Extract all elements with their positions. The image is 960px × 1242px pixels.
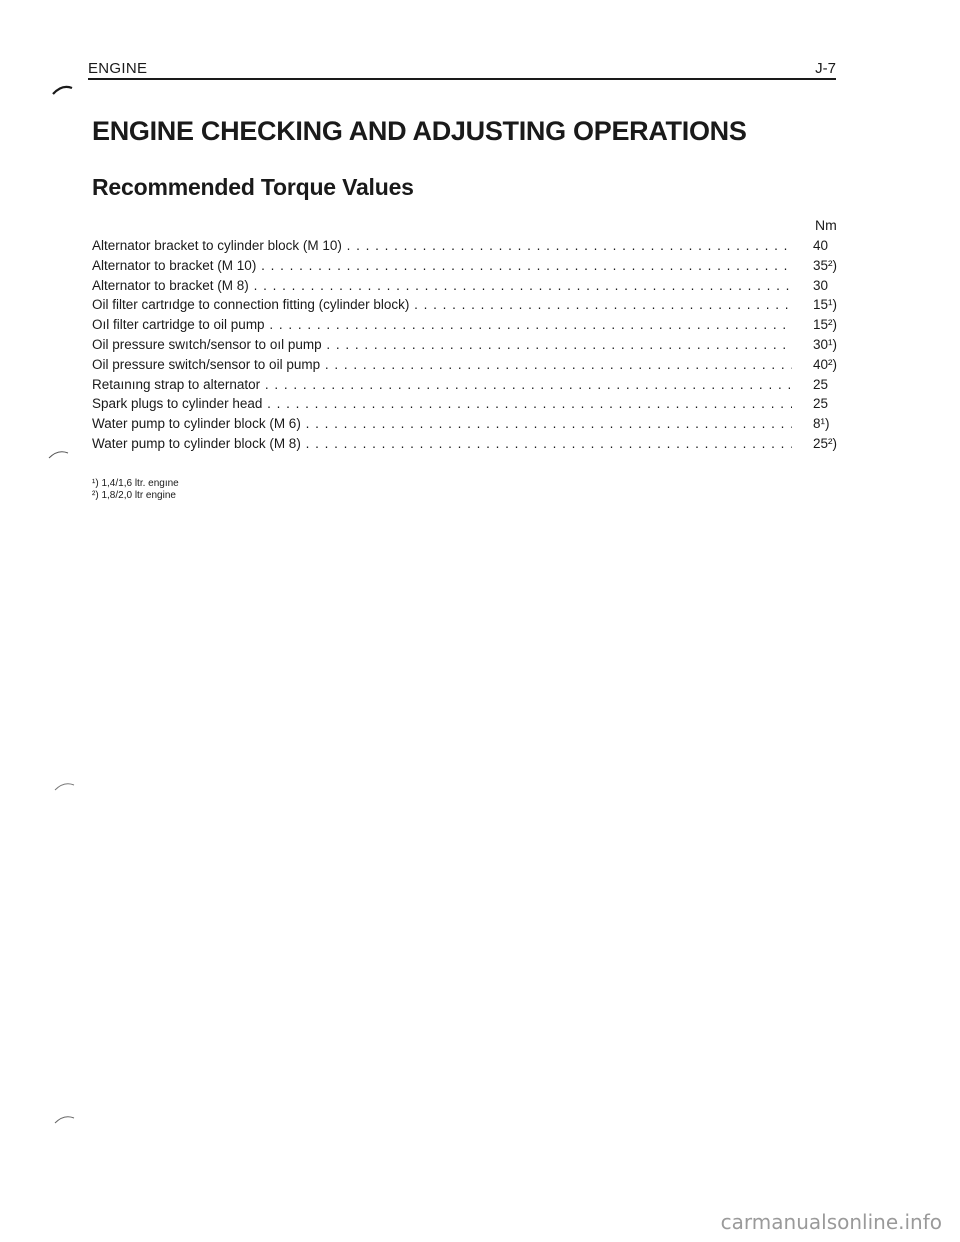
table-row <box>92 276 852 296</box>
table-row <box>92 315 852 335</box>
footnote-marker: ²) <box>92 490 99 501</box>
row-value: 35²) <box>813 257 838 273</box>
scan-mark-icon <box>54 780 76 792</box>
table-row <box>92 355 852 375</box>
page-header <box>88 56 836 80</box>
footnote-text: 1,4/1,6 ltr. engıne <box>101 478 179 489</box>
watermark-text: carmanualsonline.info <box>720 1210 942 1234</box>
row-label: Oil pressure swıtch/sensor to oıl pump . . . <box>92 335 792 355</box>
table-row <box>92 434 852 454</box>
row-value: 25 <box>813 396 829 412</box>
scan-mark-icon <box>54 1113 76 1125</box>
row-label: Alternator bracket to cylinder block (M 10) . . . <box>92 236 792 256</box>
row-value: 40 <box>813 238 829 253</box>
table-row <box>92 394 852 414</box>
footnote-marker: ¹) <box>92 478 99 489</box>
row-value: 25²) <box>813 435 838 451</box>
row-value: 30 <box>813 277 829 293</box>
table-row <box>92 295 852 315</box>
row-label: Water pump to cylinder block (M 6) . . . <box>92 414 792 434</box>
scan-mark-icon <box>52 84 74 96</box>
footnote-text: 1,8/2,0 ltr engine <box>101 490 176 501</box>
table-row <box>92 236 852 256</box>
footnote <box>92 490 179 502</box>
row-value: 8¹) <box>813 416 830 432</box>
row-label: Water pump to cylinder block (M 8) . . . <box>92 434 792 454</box>
row-label: Alternator to bracket (M 10) . . . <box>92 256 792 276</box>
unit-column-header: Nm <box>815 217 837 233</box>
row-label: Retaınıng strap to alternator . . . <box>92 375 792 395</box>
row-value: 15²) <box>813 317 838 333</box>
row-label: Oıl filter cartridge to oil pump . . . <box>92 315 792 335</box>
page-number: J-7 <box>815 60 836 77</box>
scan-mark-icon <box>48 448 70 460</box>
table-row <box>92 335 852 355</box>
row-label: Oil pressure switch/sensor to oil pump . . . <box>92 355 792 375</box>
page-title: ENGINE CHECKING AND ADJUSTING OPERATIONS <box>92 116 747 146</box>
torque-table <box>92 236 852 454</box>
row-label: Alternator to bracket (M 8) . . . <box>92 276 792 296</box>
table-row <box>92 375 852 395</box>
row-label: Spark plugs to cylinder head . . . <box>92 394 792 414</box>
footnotes <box>92 478 179 502</box>
row-label: Oil filter cartrıdge to connection fitting (cylinder block) . . . <box>92 295 792 315</box>
row-value: 15¹) <box>813 297 838 313</box>
row-value: 25 <box>813 376 829 392</box>
table-row <box>92 256 852 276</box>
footnote <box>92 478 179 490</box>
section-subtitle: Recommended Torque Values <box>92 174 414 200</box>
row-value: 40²) <box>813 356 838 372</box>
table-row <box>92 414 852 434</box>
row-value: 30¹) <box>813 336 838 352</box>
section-name: ENGINE <box>88 60 148 77</box>
